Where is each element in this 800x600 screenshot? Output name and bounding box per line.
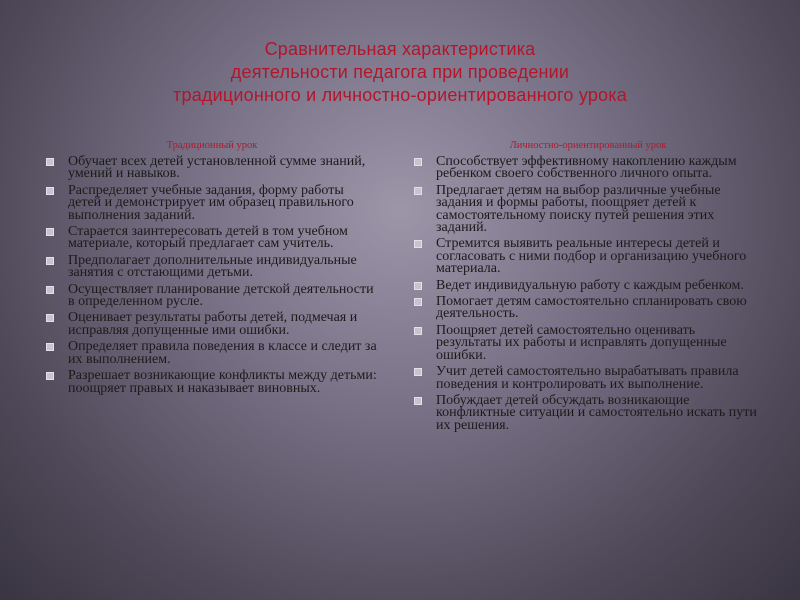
list-item	[412, 156, 764, 181]
traditional-lesson-list	[44, 156, 380, 395]
square-bullet-icon	[46, 257, 54, 265]
square-bullet-icon	[414, 298, 422, 306]
personal-lesson-list	[412, 156, 764, 432]
list-item	[412, 182, 764, 236]
square-bullet-icon	[414, 187, 422, 195]
square-bullet-icon	[414, 158, 422, 166]
square-bullet-icon	[414, 282, 422, 290]
list-item	[44, 252, 380, 281]
list-item-text: Помогает детям самостоятельно спланировать свою деятельность.	[436, 294, 747, 322]
list-item-text: Оценивает результаты работы детей, подмечая и исправляя допущенные ими ошибки.	[68, 310, 358, 338]
square-bullet-icon	[46, 314, 54, 322]
list-item-text: Предполагает дополнительные индивидуальные занятия с отстающими детьми.	[68, 252, 357, 281]
list-item-text: Разрешает возникающие конфликты между детьми: поощряет правых и наказывает виновных.	[68, 368, 377, 396]
list-item-text: Способствует эффективному накоплению каждым ребенком своего собственного личного опыта.	[436, 154, 737, 182]
list-item-text: Побуждает детей обсуждать возникающие конфликтные ситуации и самостоятельно искать пути их решения.	[436, 392, 757, 433]
list-item-text: Учит детей самостоятельно вырабатывать правила поведения и контролировать их выполнение.	[436, 364, 739, 392]
square-bullet-icon	[46, 228, 54, 236]
list-item	[412, 296, 764, 321]
square-bullet-icon	[414, 240, 422, 248]
list-item-text: Осуществляет планирование детской деятельности в определенном русле.	[68, 281, 374, 310]
title-line-2: деятельности педагога при проведении	[230, 62, 570, 82]
square-bullet-icon	[414, 397, 422, 405]
square-bullet-icon	[46, 158, 54, 166]
list-item	[44, 281, 380, 310]
square-bullet-icon	[46, 372, 54, 380]
list-item	[412, 366, 764, 391]
list-item-text: Определяет правила поведения в классе и следит за их выполнением.	[68, 339, 377, 367]
list-item-text: Распределяет учебные задания, форму работы детей и демонстрирует им образец правильного выполнения заданий.	[68, 182, 354, 223]
list-item	[44, 370, 380, 395]
traditional-lesson-column	[44, 139, 380, 399]
list-item	[412, 322, 764, 363]
list-item	[412, 277, 764, 293]
list-item-text: Ведет индивидуальную работу с каждым ребенком.	[436, 277, 744, 293]
list-item	[44, 312, 380, 337]
list-item	[44, 156, 380, 181]
list-item	[44, 341, 380, 366]
list-item-text: Поощряет детей самостоятельно оценивать результаты их работы и исправлять допущенные ошибки.	[436, 322, 727, 363]
list-item-text: Предлагает детям на выбор различные учебные задания и формы работы, поощряет детей к самостоятельному поиску путей решения этих заданий.	[436, 182, 721, 236]
list-item-text: Стремится выявить реальные интересы детей и согласовать с ними подбор и организацию учебного материала.	[436, 236, 747, 277]
list-item	[44, 226, 380, 251]
list-item-text: Обучает всех детей установленной сумме знаний, умений и навыков.	[68, 154, 366, 182]
personal-lesson-heading: Личностно-ориентированный урок	[509, 140, 667, 151]
square-bullet-icon	[46, 187, 54, 195]
square-bullet-icon	[414, 327, 422, 335]
square-bullet-icon	[46, 343, 54, 351]
title-line-3: традиционного и личностно-ориентированного урока	[173, 85, 627, 105]
list-item	[412, 392, 764, 433]
list-item	[44, 182, 380, 223]
personal-lesson-column	[412, 139, 764, 436]
square-bullet-icon	[414, 368, 422, 376]
list-item	[412, 238, 764, 275]
slide-title	[60, 38, 740, 107]
square-bullet-icon	[46, 286, 54, 294]
traditional-lesson-heading: Традиционный урок	[166, 140, 258, 151]
title-line-1: Сравнительная характеристика	[264, 39, 536, 59]
list-item-text: Старается заинтересовать детей в том учебном материале, который предлагает сам учитель.	[68, 224, 348, 252]
